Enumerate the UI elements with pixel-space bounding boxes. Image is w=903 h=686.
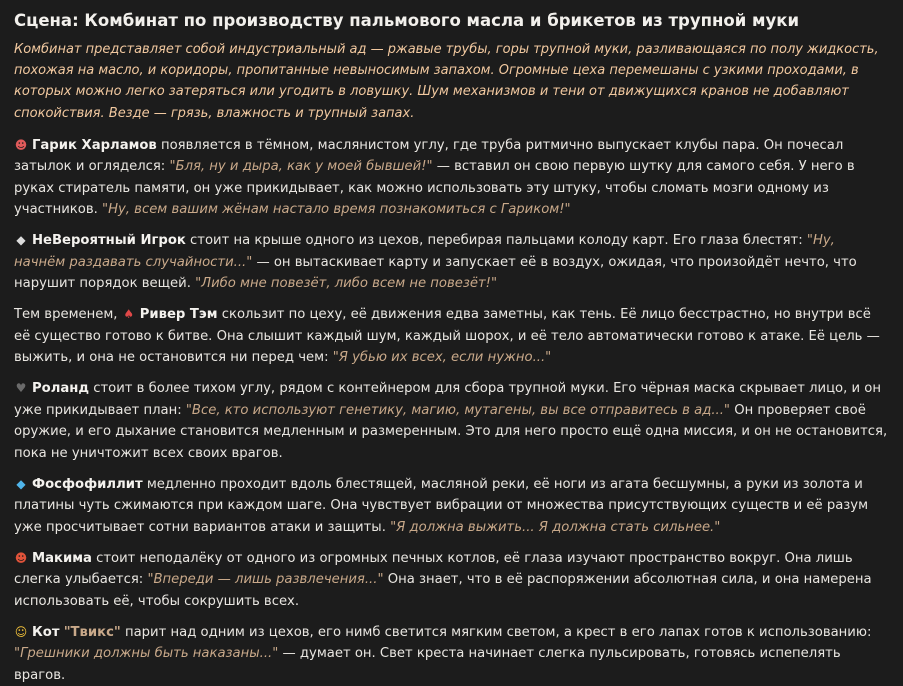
character-paragraph: ◆ Фосфофиллит медленно проходит вдоль блестящей, масляной реки, её ноги из агата бесшумны, а руки из золота и платины чуть сжимаются при каждом шаге. Она чувствует вибрации от множества присутствующих существ и её разум уже просчитывает сотни вариантов атаки и защиты. "Я должна выжить... Я должна стать сильнее." (14, 474, 889, 539)
quote: "Бля, ну и дыра, как у моей бывшей!" (169, 159, 433, 175)
mushroom-icon: ♠ (123, 307, 135, 322)
character-paragraph: ♥ Роланд стоит в более тихом углу, рядом с контейнером для сбора трупной муки. Его чёрная маска скрывает лицо, и он уже прикидывает план: "Все, кто используют генетику, магию, мутагены, вы все отправитесь в ад..." Он проверяет своё оружие, и его дыхание становится медленным и размеренным. Это для него просто ещё одна миссия, и он не остановится, пока не уничтожит всех своих врагов. (14, 378, 889, 464)
quote: "Все, кто используют генетику, магию, мутагены, вы все отправитесь в ад..." (185, 402, 730, 418)
character-nickname: "Твикс" (63, 624, 121, 640)
character-name: Кот (32, 624, 60, 640)
character-paragraph: ◆ НеВероятный Игрок стоит на крыше одного из цехов, перебирая пальцами колоду карт. Его глаза блестят: "Ну, начнём раздавать случайности..." — он вытаскивает карту и запускает её в воздух, ожидая, что произойдёт нечто, что нарушит порядок вещей. "Либо мне повезёт, либо всем не повезёт!" (14, 230, 889, 295)
halo-smile-icon: ☺ (14, 624, 28, 639)
quote: "Либо мне повезёт, либо всем не повезёт!" (195, 276, 498, 292)
quote: "Я убью их всех, если нужно..." (332, 350, 552, 366)
quote: "Грешники должны быть наказаны..." (14, 646, 279, 662)
scene-intro: Комбинат представляет собой индустриальный ад — ржавые трубы, горы трупной муки, разливающаяся по полу жидкость, похожая на масло, и коридоры, пропитанные невыносимым запахом. Огромные цеха перемешаны с узкими проходами, в которых можно легко затеряться или угодить в ловушку. Шум механизмов и тени от движущихся кранов не добавляют спокойствия. Везде — грязь, влажность и трупный запах. (14, 42, 879, 121)
clown-icon: ☻ (14, 137, 28, 152)
character-name: Роланд (32, 381, 90, 397)
quote: "Впереди — лишь развлечения..." (147, 572, 384, 588)
character-paragraph: ☻ Макима стоит неподалёку от одного из огромных печных котлов, её глаза изучают пространство вокруг. Она лишь слегка улыбается: "Впереди — лишь развлечения..." Она знает, что в её распоряжении абсолютная сила, и она намерена использовать её, чтобы сокрушить всех. (14, 548, 889, 613)
dice-icon: ◆ (16, 233, 26, 248)
character-name: НеВероятный Игрок (32, 233, 186, 249)
character-paragraph: Тем временем, ♠ Ривер Тэм скользит по цеху, её движения едва заметны, как тень. Её лицо бесстрастно, но внутри всё её существо готово к битве. Она слышит каждый шум, каждый шорох, и её тело автоматически готово к атаке. Её цель — выжить, и она не остановится ни перед чем: "Я убью их всех, если нужно..." (14, 304, 889, 369)
black-heart-icon: ♥ (15, 381, 27, 396)
quote: "Ну, всем вашим жёнам настало время познакомиться с Гариком!" (102, 202, 571, 218)
character-name: Гарик Харламов (32, 137, 157, 153)
character-paragraph: ☺ Кот "Твикс" парит над одним из цехов, его нимб светится мягким светом, а крест в его лапах готов к использованию: "Грешники должны быть наказаны..." — думает он. Свет креста начинает слегка пульсировать, готовясь испепелять врагов. (14, 622, 889, 686)
scene-title: Сцена: Комбинат по производству пальмового масла и брикетов из трупной муки (14, 11, 800, 30)
devil-icon: ☻ (14, 550, 28, 565)
character-name: Ривер Тэм (139, 307, 218, 323)
character-paragraph: ☻ Гарик Харламов появляется в тёмном, маслянистом углу, где труба ритмично выпускает клубы пара. Он почесал затылок и огляделся: "Бля, ну и дыра, как у моей бывшей!" — вставил он свою первую шутку для самого себя. У него в руках стиратель памяти, он уже прикидывает, как можно использовать эту штуку, чтобы сломать мозги одному из участников. "Ну, всем вашим жёнам настало время познакомиться с Гариком!" (14, 135, 889, 221)
quote: "Я должна выжить... Я должна стать сильнее." (390, 519, 721, 535)
character-name: Макима (32, 550, 92, 566)
gem-icon: ◆ (16, 476, 26, 491)
quote: "Ну, начнём раздавать случайности..." (14, 233, 835, 270)
character-name: Фосфофиллит (32, 476, 143, 492)
